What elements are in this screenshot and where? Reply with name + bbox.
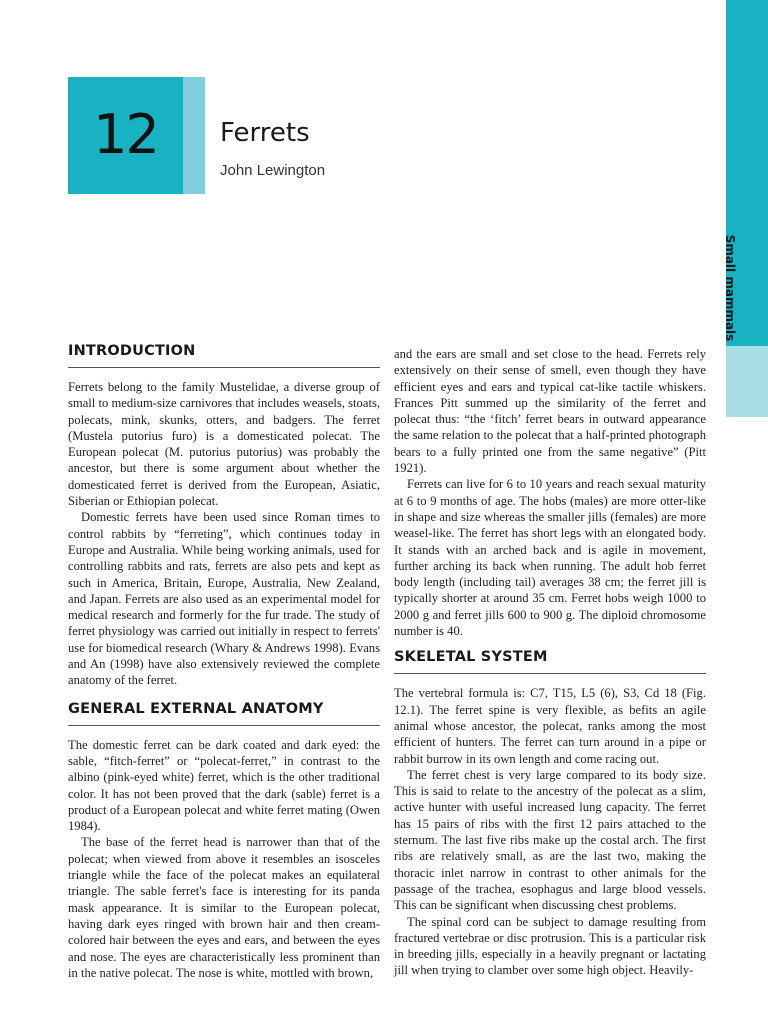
paragraph: The spinal cord can be subject to damage resulting from fractured vertebrae or disc protrusion. This is a particular risk in breeding jills, especially in a heavily pregnant or lactating jill when trying to clamber over some high object. Heavily- — [394, 914, 706, 978]
paragraph: The domestic ferret can be dark coated and dark eyed: the sable, “fitch-ferret” or “polecat-ferret,” in contrast to the albino (pink-eyed white) ferret, which is the other traditional color. It has not been proved that the dark (sable) ferret is a product of a European polecat and white ferret mating (Owen 1984). — [68, 737, 380, 834]
chapter-number: 12 — [93, 103, 158, 166]
chapter-author: John Lewington — [220, 162, 326, 179]
left-column — [68, 342, 380, 981]
section-heading-introduction: INTRODUCTION — [68, 342, 380, 368]
chapter-title: Ferrets — [220, 118, 310, 148]
chapter-number-strip — [183, 77, 205, 194]
paragraph: The ferret chest is very large compared to its body size. This is said to relate to the ancestry of the polecat as a slim, active hunter with useful increased lung capacity. The ferret has 15 pairs of ribs with the first 12 pairs attached to the sternum. The last five ribs make up the costal arch. The first ribs are relatively small, as are the last two, making the thoracic inlet narrow in contrast to other animals for the passage of the trachea, esophagus and large blood vessels. This can be significant when discussing chest problems. — [394, 767, 706, 913]
paragraph: The vertebral formula is: C7, T15, L5 (6), S3, Cd 18 (Fig. 12.1). The ferret spine is very flexible, as befits an agile animal whose ancestor, the polecat, ranks among the most efficient of hunters. The ferret can turn around in a pipe or rabbit burrow in its own length and come racing out. — [394, 686, 706, 766]
paragraph: Domestic ferrets have been used since Roman times to control rabbits by “ferreting”, which continues today in Europe and Australia. While being working animals, used for controlling rabbits and rats, ferrets are also pets and kept as such in America, Britain, Europe, Australia, New Zealand, and Japan. Ferrets are also used as an experimental model for medical research and formerly for the fur trade. The study of ferret physiology was carried out initially in respect to ferrets' use for biomedical research (Whary & Andrews 1998). Evans and An (1998) have also extensively reviewed the complete anatomy of the ferret. — [68, 510, 380, 688]
paragraph: The base of the ferret head is narrower than that of the polecat; when viewed from above it resembles an isosceles triangle while the face of the polecat makes an equilateral triangle. The sable ferret's face is interesting for its panda mask appearance. It is similar to the European polecat, having dark eyes ringed with brown hair and then cream-colored hair between the eyes and ears, and between the eyes and nose. The eyes are characteristically less prominent than in the native polecat. The nose is white, mottled with brown, — [68, 835, 380, 980]
right-column — [394, 346, 706, 979]
paragraph: and the ears are small and set close to the head. Ferrets rely extensively on their sense of smell, even though they have efficient eyes and ears and typical cat-like tactile whiskers. Frances Pitt summed up the similarity of the ferret and polecat thus: “the ‘fitch’ ferret bears in outward appearance the same relation to the polecat that a half-printed photograph bears to a fully printed one from the same negative” (Pitt 1921). — [394, 347, 706, 476]
section-heading-skeletal-system: SKELETAL SYSTEM — [394, 648, 706, 674]
paragraph: Ferrets can live for 6 to 10 years and reach sexual maturity at 6 to 9 months of age. The hobs (males) are more otter-like in shape and size whereas the smaller jills (females) are more weasel-like. The ferret has short legs with an elongated body. It stands with an arched back and is agile in movement, further arching its back when running. The adult hob ferret body length (including tail) averages 38 cm; the ferret jill is typically shorter at around 35 cm. Ferret hobs weigh 1000 to 2000 g and ferret jills 600 to 900 g. The diploid chromosome number is 40. — [394, 477, 706, 639]
paragraph: Ferrets belong to the family Mustelidae, a diverse group of small to medium-size carnivores that includes weasels, stoats, polecats, mink, skunks, otters, and badgers. The ferret (Mustela putorius furo) is a domesticated polecat. The European polecat (M. putorius putorius) was probably the ancestor, but there is some argument about whether the domesticated ferret is derived from the European, Asiatic, Siberian or Ethiopian polecat. — [68, 380, 380, 509]
section-heading-general-external-anatomy: GENERAL EXTERNAL ANATOMY — [68, 700, 380, 726]
side-tab-label: Small mammals — [723, 234, 737, 342]
